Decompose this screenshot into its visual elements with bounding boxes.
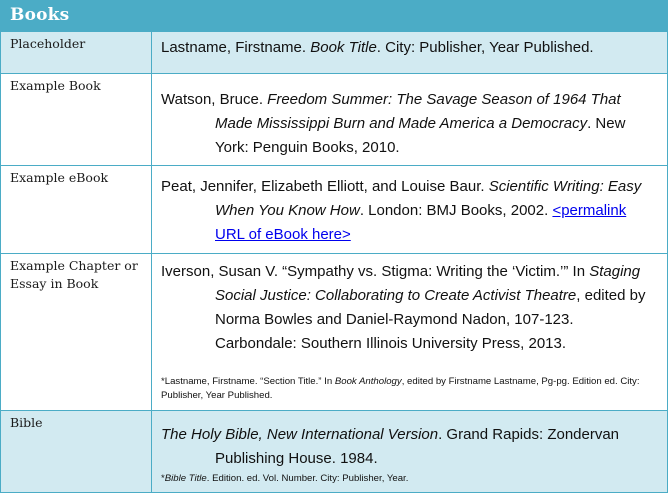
citation-publication: . Grand Rapids: Zondervan Publishing House. 1984.	[215, 426, 620, 467]
table-row	[1, 31, 667, 73]
column-divider	[151, 411, 152, 492]
citation-example-chapter	[161, 260, 659, 356]
row-label-bible: Bible	[10, 415, 43, 430]
citation-bible	[161, 423, 659, 471]
citation-author: Watson, Bruce.	[161, 91, 268, 108]
citation-title: Staging Social Justice: Collaborating to Create Activist Theatre	[215, 263, 641, 304]
note-prefix: *Lastname, Firstname. “Section Title.” In	[161, 376, 335, 387]
row-label-example-chapter: Example Chapter or Essay in Book	[10, 258, 138, 291]
table-row	[1, 253, 667, 410]
note-title: Book Anthology	[334, 376, 402, 387]
citation-title: Scientific Writing: Easy When You Know How	[215, 178, 642, 219]
citation-publication: . City: Publisher, Year Published.	[376, 39, 594, 56]
table-row	[1, 73, 667, 165]
citation-placeholder	[161, 36, 659, 60]
citation-example-book	[161, 88, 659, 160]
citation-publication: . New York: Penguin Books, 2010.	[215, 115, 626, 156]
column-divider	[151, 254, 152, 410]
citation-publication: . London: BMJ Books, 2002.	[359, 202, 553, 219]
table-header	[1, 1, 667, 31]
citation-title: Book Title	[310, 39, 377, 56]
note-suffix: , edited by Firstname Lastname, Pg-pg. Edition ed. City: Publisher, Year Published.	[161, 376, 640, 401]
section-title: Books	[10, 5, 70, 25]
column-divider	[151, 166, 152, 253]
citation-author: Lastname, Firstname.	[161, 39, 311, 56]
row-label-example-book: Example Book	[10, 78, 101, 93]
citation-title: Freedom Summer: The Savage Season of 1964 That Made Mississippi Burn and Made America a Democracy	[215, 91, 621, 132]
table-row	[1, 410, 667, 492]
citation-author: Peat, Jennifer, Elizabeth Elliott, and Louise Baur.	[161, 178, 489, 195]
citation-author: Iverson, Susan V. “Sympathy vs. Stigma: Writing the ‘Victim.’” In	[161, 263, 590, 280]
chapter-format-note	[161, 375, 661, 403]
row-label-placeholder: Placeholder	[10, 36, 86, 51]
note-suffix: . Edition. ed. Vol. Number. City: Publisher, Year.	[206, 473, 409, 484]
note-prefix: *	[161, 473, 165, 484]
ebook-permalink-link[interactable]: <permalink URL of eBook here>	[215, 202, 627, 243]
column-divider	[151, 32, 152, 73]
citation-publication: , edited by Norma Bowles and Daniel-Raymond Nadon, 107-123. Carbondale: Southern Illinois University Press, 2013.	[215, 287, 646, 352]
citation-title: The Holy Bible, New International Version	[161, 426, 439, 443]
citation-example-ebook	[161, 175, 659, 247]
row-label-example-ebook: Example eBook	[10, 170, 109, 185]
table-row	[1, 165, 667, 253]
column-divider	[151, 74, 152, 165]
bible-format-note	[161, 472, 661, 486]
note-title: Bible Title	[164, 473, 207, 484]
